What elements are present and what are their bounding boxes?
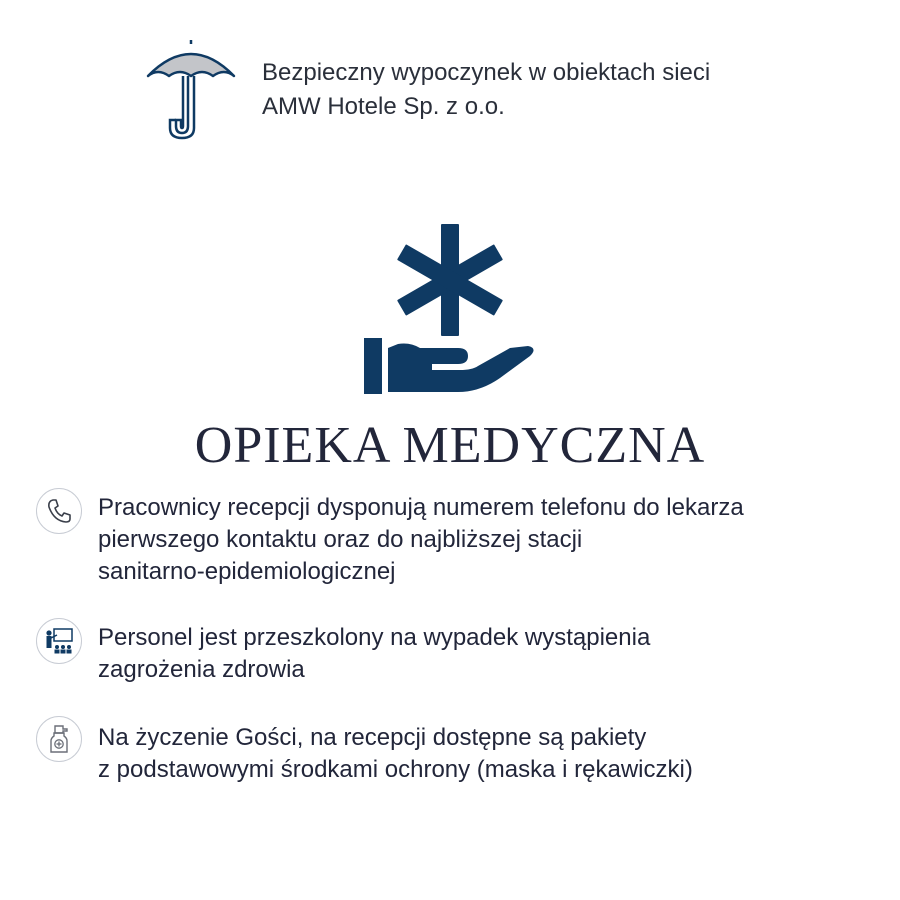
medical-care-hand-icon: [360, 220, 540, 400]
list-item-line: z podstawowymi środkami ochrony (maska i rękawiczki): [98, 756, 693, 783]
list-item-text: [98, 722, 878, 786]
list-item-line: pierwszego kontaktu oraz do najbliższej stacji: [98, 526, 583, 553]
header-text: [262, 56, 710, 124]
phone-icon: [36, 488, 82, 534]
list-item-line: Personel jest przeszkolony na wypadek wystąpienia: [98, 624, 651, 651]
list-item-line: zagrożenia zdrowia: [98, 656, 305, 683]
list-item-text: [98, 622, 878, 686]
header: [0, 0, 900, 160]
list-item-line: Pracownicy recepcji dysponują numerem telefonu do lekarza: [98, 494, 744, 521]
header-line-1: Bezpieczny wypoczynek w obiektach sieci: [262, 59, 711, 86]
sanitizer-icon: [36, 716, 82, 762]
page-title: OPIEKA MEDYCZNA: [194, 417, 706, 474]
list-item-text: [98, 492, 878, 588]
header-line-2: AMW Hotele Sp. z o.o.: [262, 93, 505, 120]
training-icon: [36, 618, 82, 664]
list-item-line: sanitarno-epidemiologicznej: [98, 558, 396, 585]
list-item-line: Na życzenie Gości, na recepcji dostępne są pakiety: [98, 724, 647, 751]
umbrella-icon: [144, 38, 238, 142]
